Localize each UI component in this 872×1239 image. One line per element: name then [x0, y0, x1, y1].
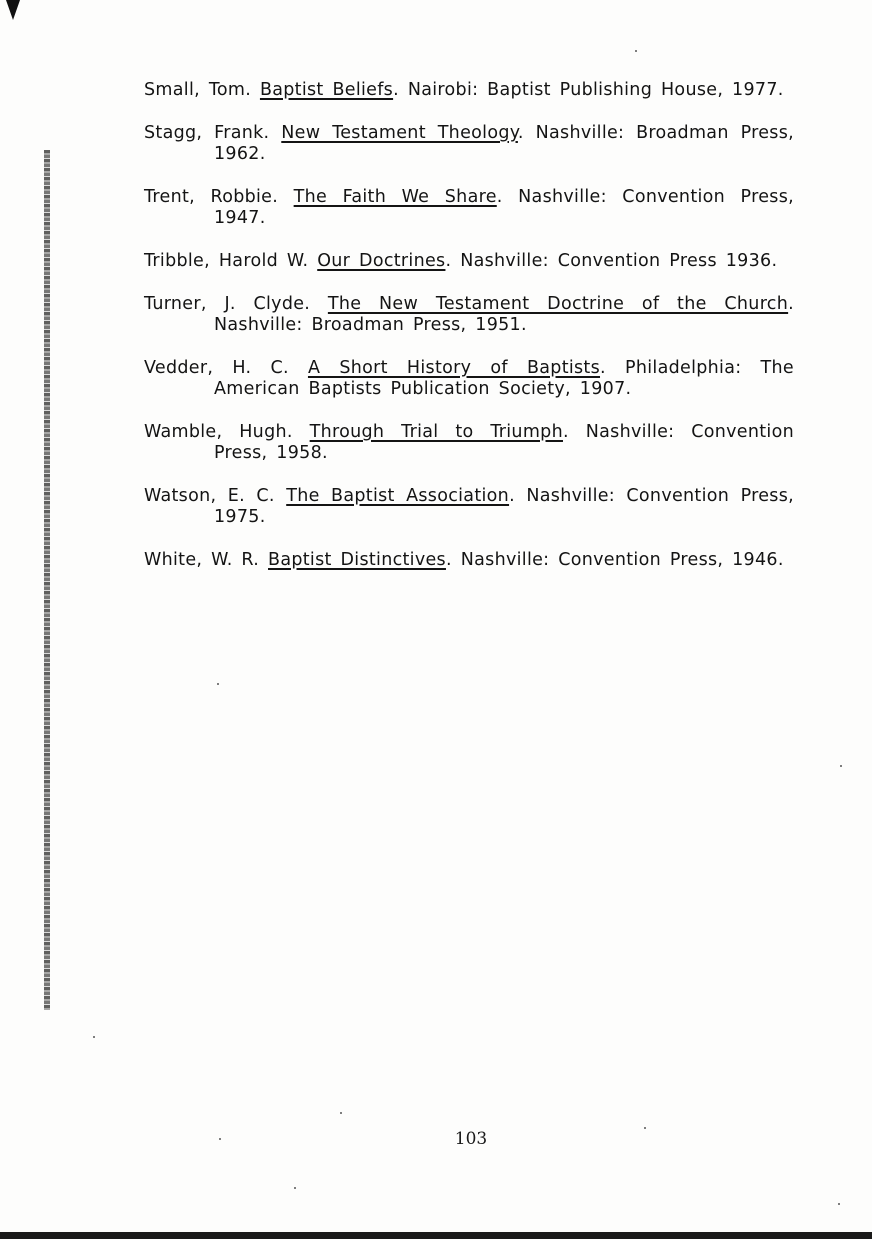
entry-publication: Nairobi: Baptist Publishing House, 1977.: [407, 80, 784, 100]
entry-publication: Nashville: Broadman Press, 1951.: [214, 315, 527, 335]
entry-author: Tribble, Harold W.: [144, 251, 309, 271]
entry-author: Small, Tom.: [144, 80, 252, 100]
entry-author: Watson, E. C.: [144, 486, 275, 506]
entry-title: A Short History of Baptists: [307, 358, 601, 378]
bibliography-entry: Vedder, H. C. A Short History of Baptists. Philadelphia: The American Baptists Publication Society, 1907.: [144, 358, 794, 399]
entry-publication: Nashville: Convention Press 1936.: [460, 251, 778, 271]
entry-title: The Baptist Association: [286, 486, 510, 506]
scan-speck: [838, 1203, 840, 1205]
bibliography-list: [144, 80, 794, 593]
bibliography-entry: Wamble, Hugh. Through Trial to Triumph. Nashville: Convention Press, 1958.: [144, 422, 794, 463]
scan-speck: [340, 1112, 342, 1114]
entry-title: The New Testament Doctrine of the Church: [327, 294, 789, 314]
entry-title: Baptist Beliefs: [259, 80, 394, 100]
entry-publication: Nashville: Convention Press, 1958.: [214, 422, 794, 463]
entry-publication: Nashville: Convention Press, 1946.: [460, 550, 784, 570]
entry-title: Our Doctrines: [317, 251, 446, 271]
bibliography-entry: White, W. R. Baptist Distinctives. Nashville: Convention Press, 1946.: [144, 550, 784, 570]
scan-speck: [93, 1036, 95, 1038]
entry-author: Wamble, Hugh.: [144, 422, 293, 442]
page-number: 103: [454, 1129, 488, 1149]
entry-publication: Nashville: Convention Press, 1947.: [214, 187, 794, 228]
entry-author: Stagg, Frank.: [144, 123, 270, 143]
bibliography-entry: Stagg, Frank. New Testament Theology. Nashville: Broadman Press, 1962.: [144, 123, 794, 164]
entry-title: Baptist Distinctives: [268, 550, 446, 570]
scan-speck: [840, 765, 842, 767]
scan-bottom-edge: [0, 1232, 872, 1239]
entry-author: Trent, Robbie.: [144, 187, 279, 207]
entry-publication: Nashville: Convention Press, 1975.: [214, 486, 794, 527]
entry-publication: Nashville: Broadman Press, 1962.: [214, 123, 794, 164]
bibliography-entry: Tribble, Harold W. Our Doctrines. Nashville: Convention Press 1936.: [144, 251, 778, 271]
bibliography-entry: Small, Tom. Baptist Beliefs. Nairobi: Baptist Publishing House, 1977.: [144, 80, 784, 100]
entry-title: Through Trial to Triumph: [309, 422, 563, 442]
entry-author: White, W. R.: [144, 550, 260, 570]
binding-edge-shadow: [44, 150, 50, 1010]
bibliography-entry: Trent, Robbie. The Faith We Share. Nashville: Convention Press, 1947.: [144, 187, 794, 228]
entry-title: The Faith We Share: [293, 187, 497, 207]
scan-speck: [217, 683, 219, 685]
bibliography-entry: Watson, E. C. The Baptist Association. Nashville: Convention Press, 1975.: [144, 486, 794, 527]
entry-author: Turner, J. Clyde.: [144, 294, 311, 314]
entry-publication: Philadelphia: The American Baptists Publication Society, 1907.: [214, 358, 794, 399]
entry-title: New Testament Theology: [281, 123, 518, 143]
corner-scan-mark: [6, 0, 20, 20]
entry-author: Vedder, H. C.: [144, 358, 289, 378]
scan-speck: [635, 50, 637, 52]
scan-speck: [294, 1187, 296, 1189]
bibliography-entry: Turner, J. Clyde. The New Testament Doctrine of the Church. Nashville: Broadman Press, 1951.: [144, 294, 794, 335]
